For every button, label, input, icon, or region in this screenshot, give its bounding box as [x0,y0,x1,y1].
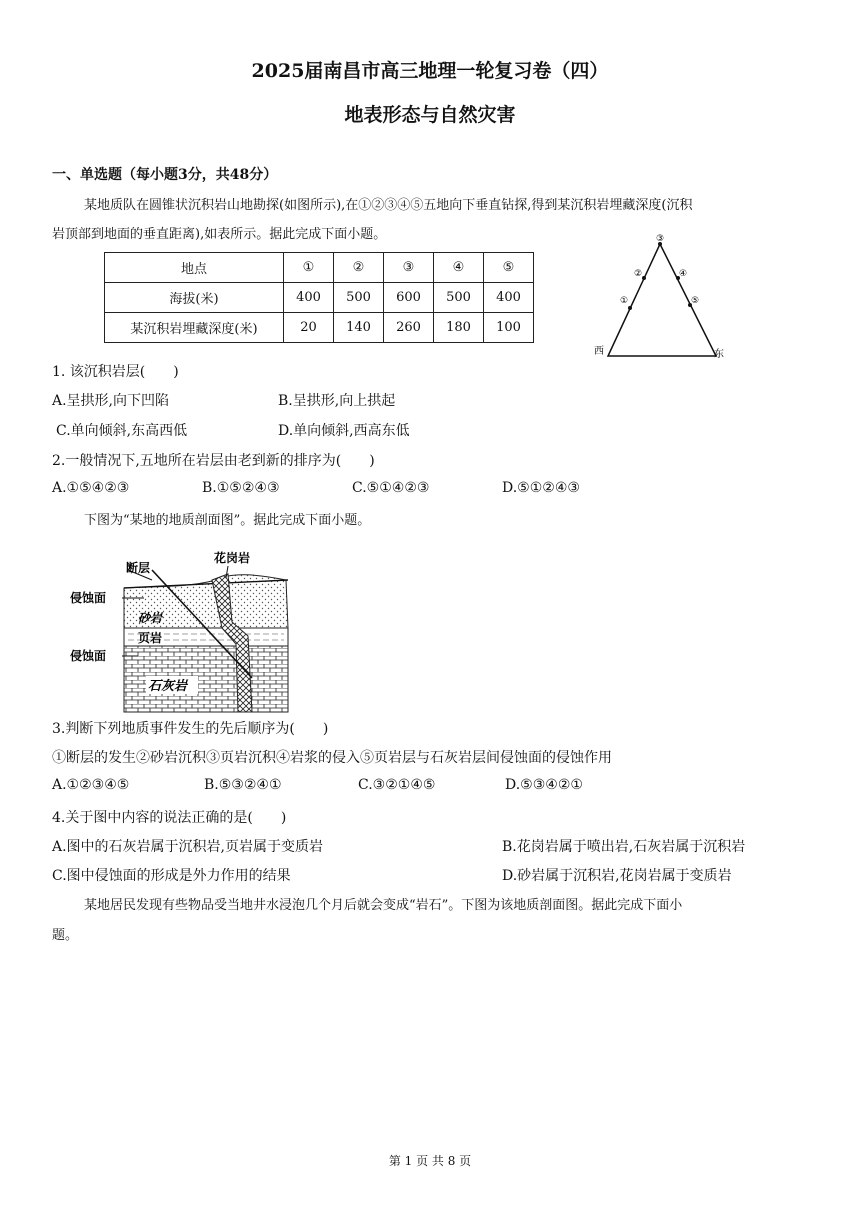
table-cell: 100 [484,313,534,343]
question-4-option-a[interactable]: A.图中的石灰岩属于沉积岩,页岩属于变质岩 [52,839,324,855]
point-marker [628,306,632,310]
table-cell: 海拔(米) [105,283,284,313]
table-cell: 某沉积岩埋藏深度(米) [105,313,284,343]
east-label: 东 [714,349,724,360]
table-header-cell: ① [284,253,334,283]
table-cell: 400 [484,283,534,313]
question-2-option-b[interactable]: B.①⑤②④③ [202,480,280,496]
geologic-section-diagram [66,544,298,716]
table-header-cell: ④ [434,253,484,283]
question-3-events: ①断层的发生②砂岩沉积③页岩沉积④岩浆的侵入⑤页岩层与石灰岩层间侵蚀面的侵蚀作用 [52,750,612,766]
question-3-option-b[interactable]: B.⑤③②④① [204,777,282,793]
table-header-row [105,253,534,283]
question-3-stem: 3.判断下列地质事件发生的先后顺序为( ) [52,721,329,737]
question-2-stem: 2.一般情况下,五地所在岩层由老到新的排序为( ) [52,453,375,469]
question-1-option-d[interactable]: D.单向倾斜,西高东低 [278,423,410,439]
question-4-option-b[interactable]: B.花岗岩属于喷出岩,石灰岩属于沉积岩 [502,839,746,855]
point-marker [642,276,646,280]
page-subtitle: 地表形态与自然灾害 [344,104,516,126]
question-1-option-a[interactable]: A.呈拱形,向下凹陷 [52,393,170,409]
table-cell: 180 [434,313,484,343]
table-header-cell: ③ [384,253,434,283]
question-2-option-d[interactable]: D.⑤①②④③ [502,480,580,496]
question-3-option-c[interactable]: C.③②①④⑤ [358,777,436,793]
fault-label: 断层 [126,561,151,575]
page-title: 2025届南昌市高三地理一轮复习卷（四） [251,60,609,82]
intro-passage-2: 下图为“某地的地质剖面图”。据此完成下面小题。 [84,513,371,528]
cone-mountain-diagram [590,230,740,360]
west-label: 西 [594,346,604,357]
drilling-table [104,252,534,343]
question-2-option-a[interactable]: A.①⑤④②③ [52,480,130,496]
sandstone-label: 砂岩 [138,611,163,625]
erosion-surface-label-2: 侵蚀面 [70,649,107,663]
question-3-option-d[interactable]: D.⑤③④②① [505,777,583,793]
shale-label: 页岩 [138,631,163,645]
table-row [105,283,534,313]
table-cell: 600 [384,283,434,313]
table-cell: 500 [334,283,384,313]
table-header-cell: 地点 [105,253,284,283]
question-1-option-b[interactable]: B.呈拱形,向上拱起 [278,393,396,409]
intro-passage-3b: 题。 [52,928,79,943]
table-cell: 400 [284,283,334,313]
intro-passage-1a: 某地质队在圆锥状沉积岩山地勘探(如图所示),在①②③④⑤五地向下垂直钻探,得到某沉积岩埋藏深度(沉积 [84,198,693,213]
table-cell: 20 [284,313,334,343]
erosion-surface-label-1: 侵蚀面 [70,591,107,605]
table-header-cell: ⑤ [484,253,534,283]
section-heading: 一、单选题（每小题3分，共48分） [52,167,278,183]
question-4-option-d[interactable]: D.砂岩属于沉积岩,花岗岩属于变质岩 [502,868,732,884]
intro-passage-1b: 岩顶部到地面的垂直距离),如表所示。据此完成下面小题。 [52,227,387,242]
limestone-label: 石灰岩 [148,679,188,694]
question-4-stem: 4.关于图中内容的说法正确的是( ) [52,810,287,826]
table-header-cell: ② [334,253,384,283]
point-label-4: ④ [679,269,688,279]
question-1-option-c[interactable]: C.单向倾斜,东高西低 [56,423,188,439]
page-footer: 第 1 页 共 8 页 [388,1154,472,1168]
question-4-option-c[interactable]: C.图中侵蚀面的形成是外力作用的结果 [52,868,291,884]
point-label-2: ② [634,269,643,279]
granite-label: 花岗岩 [214,551,251,565]
question-1-stem: 1. 该沉积岩层( ) [52,364,179,380]
table-cell: 260 [384,313,434,343]
table-cell: 140 [334,313,384,343]
table-cell: 500 [434,283,484,313]
question-2-option-c[interactable]: C.⑤①④②③ [352,480,430,496]
point-label-5: ⑤ [691,296,700,306]
intro-passage-3a: 某地居民发现有些物品受当地井水浸泡几个月后就会变成“岩石”。下图为该地质剖面图。据此完成下面小 [84,898,683,913]
table-row [105,313,534,343]
point-label-3: ③ [656,234,665,244]
question-3-option-a[interactable]: A.①②③④⑤ [52,777,130,793]
point-label-1: ① [620,296,629,306]
